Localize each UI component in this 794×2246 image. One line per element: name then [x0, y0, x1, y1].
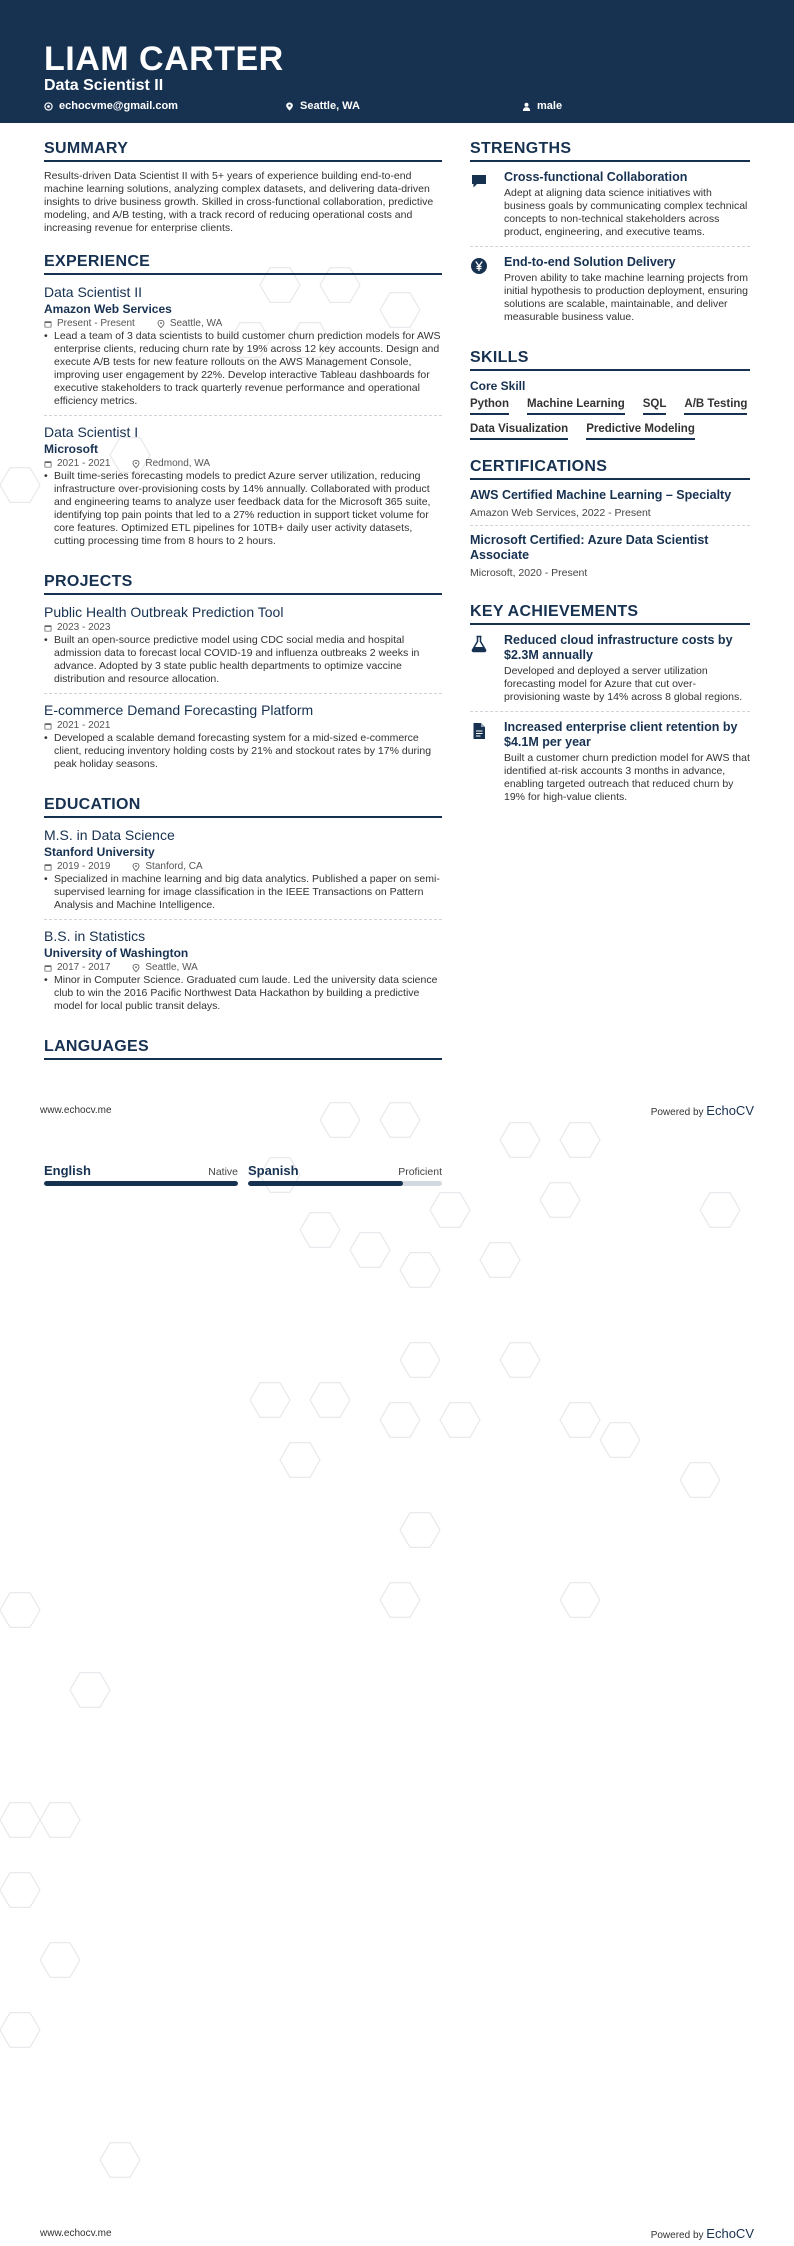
skill-tag: SQL	[643, 398, 667, 415]
project-dates: 2023 - 2023	[57, 622, 111, 633]
document-icon	[470, 722, 488, 740]
summary-text: Results-driven Data Scientist II with 5+ years of experience building end-to-end machine learning solutions, analyzing complex datasets, and delivering data-driven insights to drive business growth. Skilled in cross-functional collaboration, predictive modeling, and A/B testing, with a track record of reducing operational costs and increasing revenue for enterprise clients.	[44, 170, 434, 234]
certification-issuer: Microsoft, 2020 - Present	[470, 567, 588, 579]
degree-title: B.S. in Statistics	[44, 928, 146, 944]
decorative-hexagon	[0, 1593, 40, 1628]
decorative-hexagon	[0, 2013, 40, 2048]
location-pin-icon	[157, 320, 165, 328]
skill-tag: Machine Learning	[527, 398, 625, 415]
candidate-title: Data Scientist II	[44, 77, 164, 94]
job-description: • Built time-series forecasting models to predict Azure server utilization, reducing infrastructure over-provisioning costs by 14% annually. Collaborated with product and engineering teams to analyze user feedback data for the Microsoft 365 suite, identifying top pain points that led to a 27% reduction in support ticket volume for core features. Optimized ETL pipelines for 10TB+ daily user activity datasets, cutting processing time from 8 hours to 2 hours.	[44, 470, 442, 548]
calendar-icon	[44, 722, 52, 730]
decorative-hexagon	[0, 1873, 40, 1908]
language-proficiency-fill	[248, 1181, 403, 1186]
project-meta	[44, 621, 442, 634]
footer-brand[interactable]: EchoCV	[706, 2226, 754, 2241]
project-entry	[44, 603, 442, 694]
project-description: • Built an open-source predictive model using CDC social media and hospital admission data to forecast local COVID-19 and influenza outbreaks 2 weeks in advance. Adopted by 3 state public health departments to optimize vaccine distribution and resource allocation.	[44, 634, 442, 686]
decorative-hexagon	[600, 1423, 640, 1458]
certification-item	[470, 533, 750, 585]
degree-title: M.S. in Data Science	[44, 827, 175, 843]
certification-title: Microsoft Certified: Azure Data Scientist Associate	[470, 533, 709, 562]
person-icon	[522, 102, 531, 111]
language-item	[44, 1163, 238, 1186]
project-dates: 2021 - 2021	[57, 720, 111, 731]
achievement-item	[470, 720, 750, 811]
decorative-hexagon	[100, 2143, 140, 2178]
job-title: Data Scientist I	[44, 424, 139, 440]
decorative-hexagon	[500, 1123, 540, 1158]
project-entry	[44, 701, 442, 778]
speech-bubble-icon	[470, 172, 488, 190]
education-meta	[44, 961, 442, 974]
decorative-hexagon	[480, 1243, 520, 1278]
languages-heading: LANGUAGES	[44, 1038, 442, 1060]
project-description: • Developed a scalable demand forecasting system for a mid-sized e-commerce client, reducing inventory holding costs by 21% and stockout rates by 17% during peak holiday seasons.	[44, 732, 442, 771]
decorative-hexagon	[310, 1383, 350, 1418]
decorative-hexagon	[0, 1803, 40, 1838]
job-dates: 2021 - 2021	[57, 458, 111, 469]
calendar-icon	[44, 863, 52, 871]
achievement-title: Reduced cloud infrastructure costs by $2.3M annually	[504, 633, 733, 662]
project-title: Public Health Outbreak Prediction Tool	[44, 604, 284, 620]
achievement-title: Increased enterprise client retention by $4.1M per year	[504, 720, 738, 749]
decorative-hexagon	[540, 1183, 580, 1218]
location-pin-icon	[132, 964, 140, 972]
skill-group-title: Core Skill	[470, 379, 526, 393]
decorative-hexagon	[560, 1403, 600, 1438]
language-name: Spanish	[248, 1163, 299, 1178]
job-dates: Present - Present	[57, 318, 135, 329]
page-footer	[40, 2226, 754, 2241]
decorative-hexagon	[350, 1233, 390, 1268]
job-meta	[44, 317, 442, 330]
language-level: Proficient	[398, 1166, 442, 1178]
certifications-heading: CERTIFICATIONS	[470, 458, 750, 480]
job-description: • Lead a team of 3 data scientists to build customer churn prediction models for AWS enterprise clients, reducing churn rate by 19% across 12 key accounts. Design and execute A/B tests for new feature rollouts on the AWS Management Console, improving user engagement by 22%. Develop interactive Tableau dashboards for executive stakeholders to track quarterly revenue performance and operational efficiency metrics.	[44, 330, 442, 408]
project-title: E-commerce Demand Forecasting Platform	[44, 702, 314, 718]
skill-tag: Data Visualization	[470, 423, 568, 440]
language-name: English	[44, 1163, 91, 1178]
skill-tag: Python	[470, 398, 509, 415]
job-location: Redmond, WA	[145, 458, 211, 469]
school-name: Stanford University	[44, 845, 155, 859]
decorative-hexagon	[700, 1193, 740, 1228]
strength-item	[470, 255, 750, 331]
certification-issuer: Amazon Web Services, 2022 - Present	[470, 507, 651, 519]
footer-brand[interactable]: EchoCV	[706, 1103, 754, 1118]
strength-item	[470, 170, 750, 247]
decorative-hexagon	[430, 1193, 470, 1228]
language-proficiency-bar	[44, 1181, 238, 1186]
calendar-icon	[44, 460, 52, 468]
achievement-description: Developed and deployed a server utilization forecasting model for Azure that cut over-provisioning waste by 14% across 8 global regions.	[504, 665, 743, 703]
company-name: Amazon Web Services	[44, 302, 172, 316]
language-proficiency-fill	[44, 1181, 238, 1186]
strength-title: Cross-functional Collaboration	[504, 170, 688, 184]
summary-heading: SUMMARY	[44, 140, 442, 162]
education-dates: 2019 - 2019	[57, 861, 111, 872]
education-location: Stanford, CA	[145, 861, 203, 872]
resume-header	[0, 0, 794, 123]
gender-text: male	[537, 100, 563, 112]
education-section	[44, 796, 442, 1020]
footer-website[interactable]: www.echocv.me	[40, 1105, 112, 1116]
achievements-heading: KEY ACHIEVEMENTS	[470, 603, 750, 625]
decorative-hexagon	[500, 1343, 540, 1378]
calendar-icon	[44, 624, 52, 632]
education-location: Seattle, WA	[145, 962, 198, 973]
location-text: Seattle, WA	[300, 100, 360, 112]
certifications-section	[470, 458, 750, 585]
decorative-hexagon	[680, 1463, 720, 1498]
email-text: echocvme@gmail.com	[59, 100, 178, 112]
contact-gender	[522, 100, 562, 112]
education-dates: 2017 - 2017	[57, 962, 111, 973]
projects-heading: PROJECTS	[44, 573, 442, 595]
footer-powered-by: Powered by EchoCV	[650, 1103, 754, 1118]
achievement-item	[470, 633, 750, 712]
decorative-hexagon	[400, 1513, 440, 1548]
strength-title: End-to-end Solution Delivery	[504, 255, 676, 269]
experience-heading: EXPERIENCE	[44, 253, 442, 275]
job-location: Seattle, WA	[169, 318, 223, 329]
education-description: • Minor in Computer Science. Graduated cum laude. Led the university data science club to win the 2016 Pacific Northwest Data Hackathon by building a predictive model for local public transit delays.	[44, 974, 442, 1013]
at-icon	[44, 102, 53, 111]
decorative-hexagon	[380, 1403, 420, 1438]
experience-entry	[44, 283, 442, 416]
projects-section	[44, 573, 442, 778]
strengths-heading: STRENGTHS	[470, 140, 750, 162]
strength-description: Proven ability to take machine learning projects from initial hypothesis to production deployment, ensuring solutions are scalable, maintainable, and deliver measurable business value.	[504, 272, 748, 323]
project-meta	[44, 719, 442, 732]
certification-title: AWS Certified Machine Learning – Specialty	[470, 488, 732, 502]
skill-tag: A/B Testing	[684, 398, 747, 415]
achievements-section	[470, 603, 750, 811]
decorative-hexagon	[400, 1343, 440, 1378]
job-title: Data Scientist II	[44, 284, 143, 300]
location-pin-icon	[285, 102, 294, 111]
decorative-hexagon	[440, 1403, 480, 1438]
decorative-hexagon	[0, 468, 40, 503]
yen-coin-icon	[470, 257, 488, 275]
company-name: Microsoft	[44, 442, 98, 456]
education-meta	[44, 860, 442, 873]
language-item	[248, 1163, 442, 1186]
candidate-name: LIAM CARTER	[44, 40, 284, 78]
decorative-hexagon	[280, 1443, 320, 1478]
footer-powered-by: Powered by EchoCV	[650, 2226, 754, 2241]
languages-list	[44, 1163, 442, 1186]
decorative-hexagon	[250, 1383, 290, 1418]
decorative-hexagon	[40, 1943, 80, 1978]
left-column	[44, 140, 442, 1078]
contact-location	[285, 100, 360, 112]
decorative-hexagon	[70, 1673, 110, 1708]
skills-heading: SKILLS	[470, 349, 750, 371]
language-level: Native	[208, 1166, 238, 1178]
decorative-hexagon	[560, 1123, 600, 1158]
experience-entry	[44, 423, 442, 555]
language-proficiency-bar	[248, 1181, 442, 1186]
skill-tag: Predictive Modeling	[586, 423, 695, 440]
flask-icon	[470, 635, 488, 653]
location-pin-icon	[132, 863, 140, 871]
footer-website[interactable]: www.echocv.me	[40, 2228, 112, 2239]
calendar-icon	[44, 964, 52, 972]
strengths-section	[470, 140, 750, 331]
job-meta	[44, 457, 442, 470]
school-name: University of Washington	[44, 946, 189, 960]
page-footer	[40, 1103, 754, 1118]
skills-section	[470, 349, 750, 440]
decorative-hexagon	[300, 1213, 340, 1248]
strength-description: Adept at aligning data science initiatives with business goals by communicating complex technical concepts to non-technical stakeholders across product, engineering, and executive teams.	[504, 187, 748, 238]
right-column	[470, 140, 750, 829]
education-entry	[44, 826, 442, 920]
decorative-hexagon	[380, 1583, 420, 1618]
decorative-hexagon	[400, 1253, 440, 1288]
languages-section	[44, 1038, 442, 1060]
summary-section	[44, 140, 442, 235]
education-heading: EDUCATION	[44, 796, 442, 818]
calendar-icon	[44, 320, 52, 328]
certification-item	[470, 488, 750, 526]
education-description: • Specialized in machine learning and big data analytics. Published a paper on semi-supervised learning for image classification in the IEEE Transactions on Pattern Analysis and Machine Intelligence.	[44, 873, 442, 912]
experience-section	[44, 253, 442, 555]
skill-tags	[470, 398, 750, 440]
contact-email[interactable]	[44, 100, 178, 112]
decorative-hexagon	[40, 1803, 80, 1838]
education-entry	[44, 927, 442, 1020]
location-pin-icon	[132, 460, 140, 468]
achievement-description: Built a customer churn prediction model for AWS that identified at-risk accounts 3 months in advance, enabling targeted outreach that reduced churn by 19% for high-value clients.	[504, 752, 750, 803]
decorative-hexagon	[560, 1583, 600, 1618]
